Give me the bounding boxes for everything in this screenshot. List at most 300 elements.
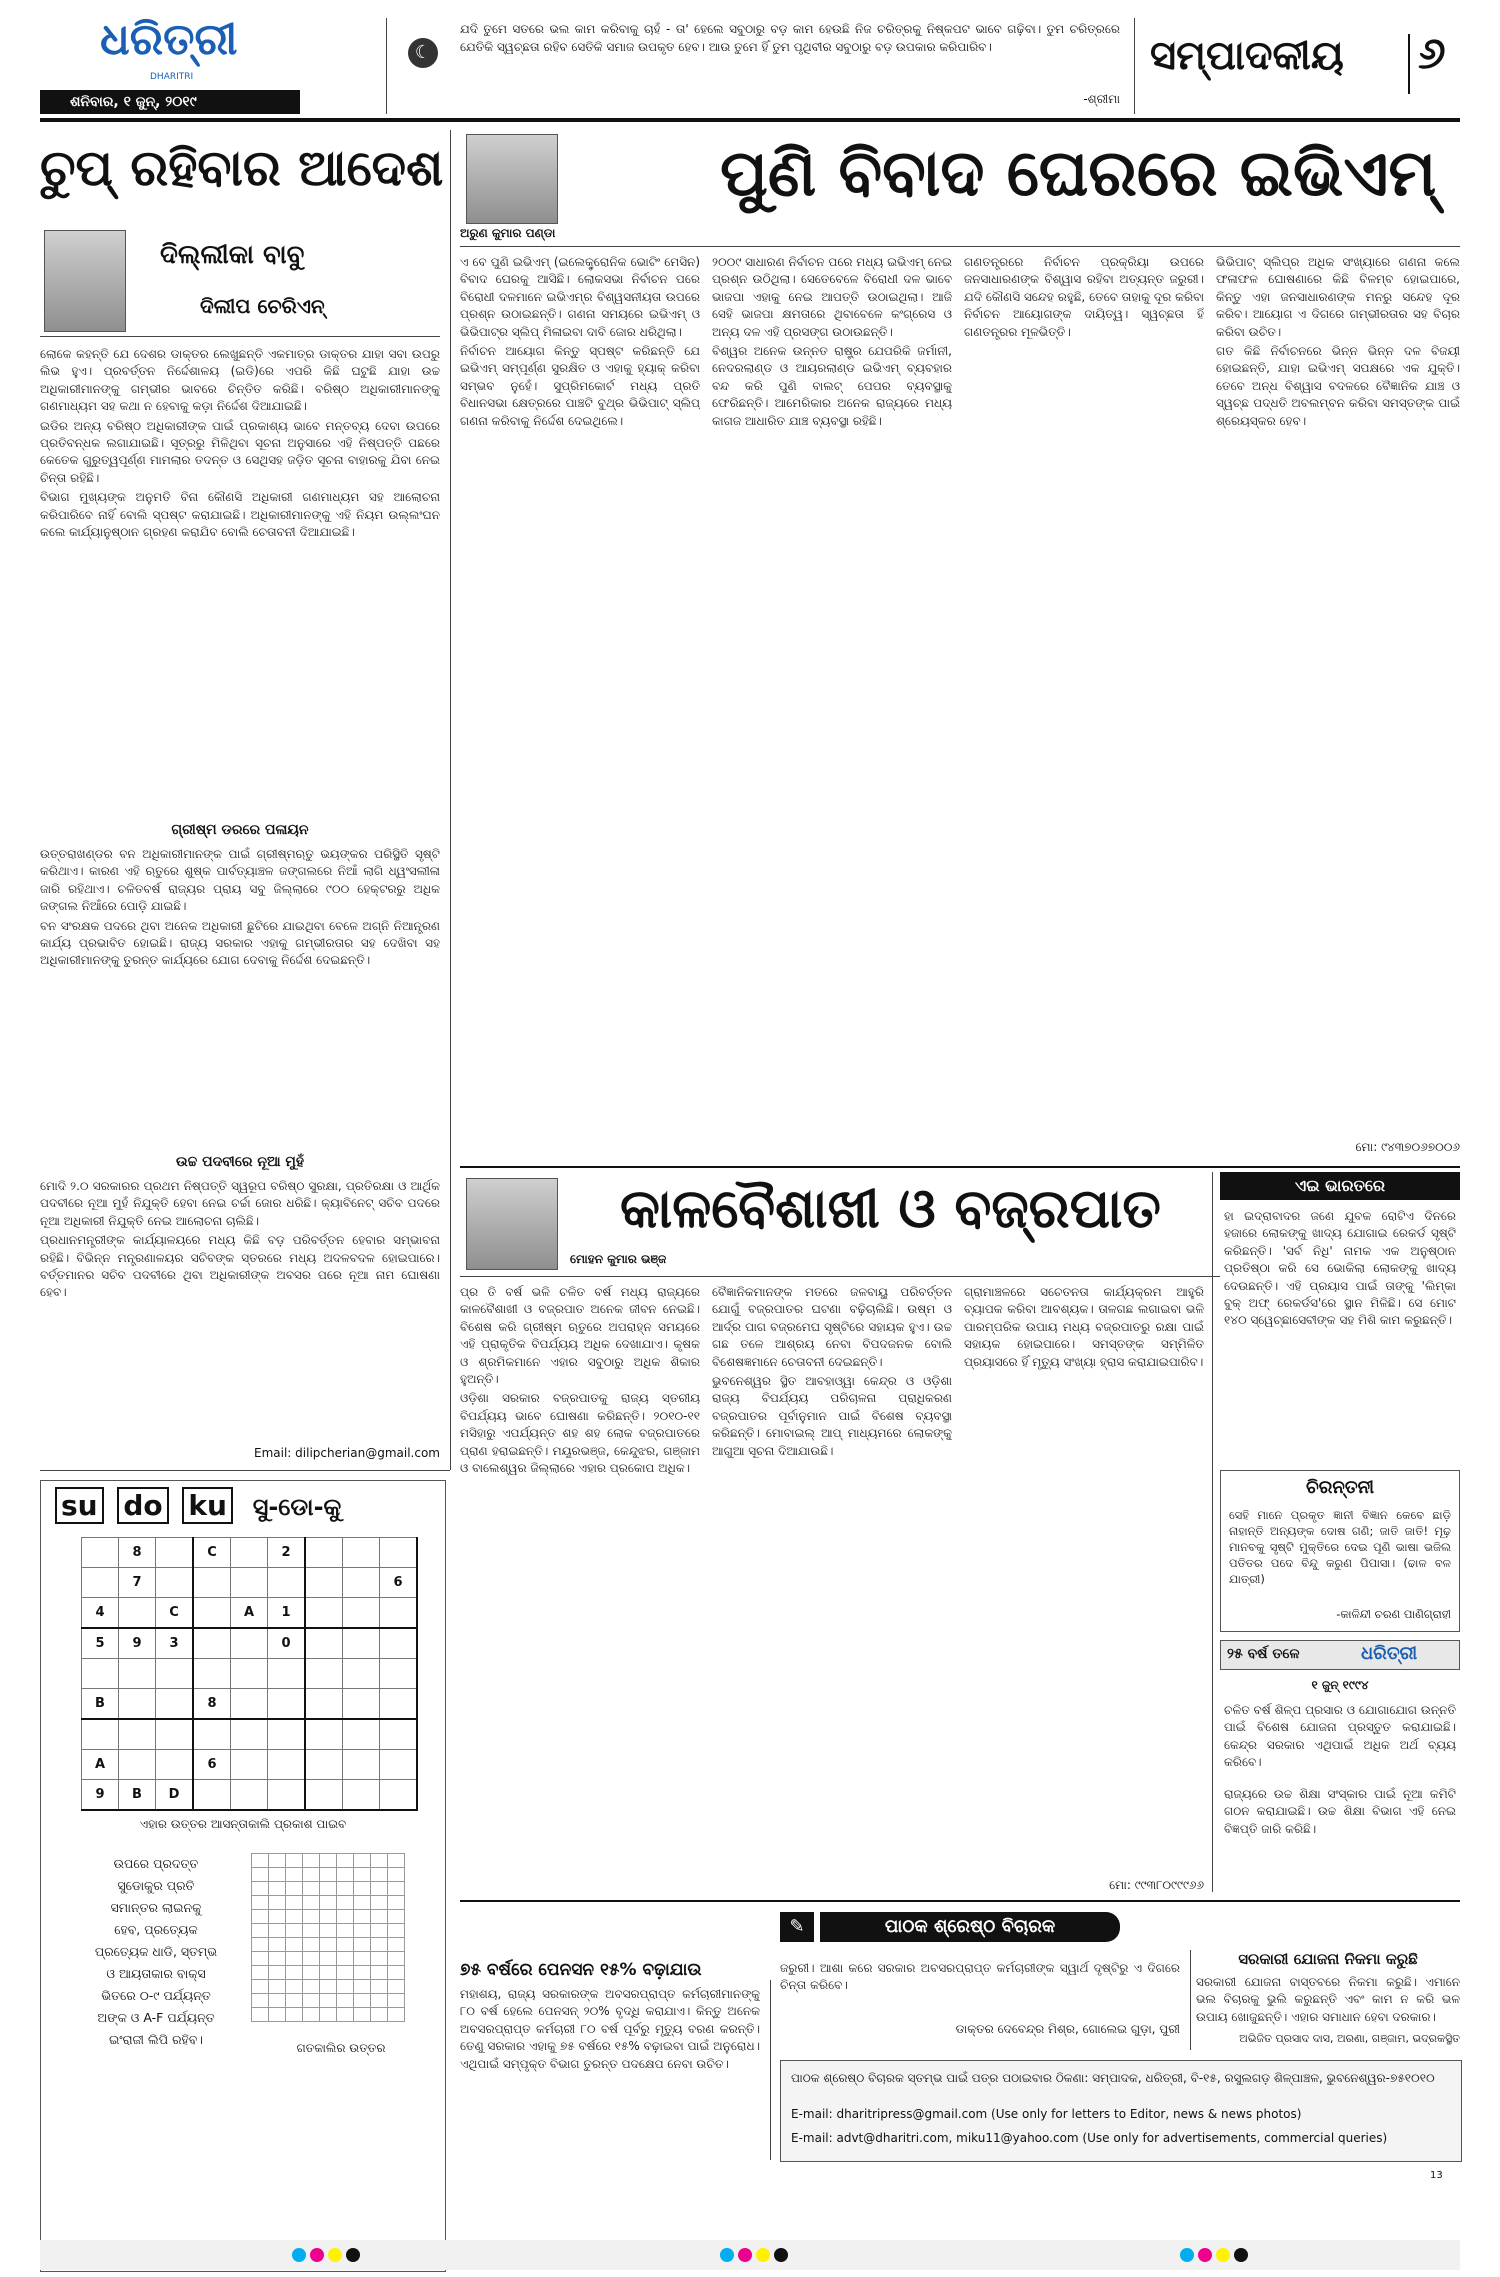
sudoku-row	[82, 1598, 418, 1629]
solution-cell	[286, 1966, 303, 1980]
sudoku-cell	[231, 1780, 268, 1811]
sudoku-cell	[305, 1628, 343, 1659]
sudoku-row	[82, 1689, 418, 1720]
article2-para: ଗତ କିଛି ନିର୍ବାଚନରେ ଭିନ୍ନ ଭିନ୍ନ ଦଳ ବିଜୟୀ ହୋଇଛନ୍ତି, ଯାହା ଇଭିଏମ୍ ସପକ୍ଷରେ ଏକ ଯୁକ୍ତି। ତେବେ ଅନ୍ଧ ବିଶ୍ୱାସ ବଦଳରେ ବୈଜ୍ଞାନିକ ଯାଞ୍ଚ ଓ ସ୍ୱଚ୍ଛ ପଦ୍ଧତି ଅବଲମ୍ବନ କରିବା ସମସ୍ତଙ୍କ ପାଇଁ ଶ୍ରେୟସ୍କର ହେବ।	[1216, 344, 1460, 428]
sudoku-cell	[193, 1628, 231, 1659]
article1-author: ଦିଲୀପ ଚେରିଏନ୍	[200, 294, 325, 318]
solution-cell	[337, 1910, 354, 1924]
solution-cell	[354, 1994, 371, 2008]
solution-cell	[303, 1882, 320, 1896]
quote-icon: ☾	[408, 38, 438, 68]
solution-cell	[252, 1882, 269, 1896]
sudoku-cell	[380, 1780, 418, 1811]
solution-cell	[303, 1854, 320, 1868]
sudoku-cell	[156, 1750, 194, 1780]
dateline: ଶନିବାର, ୧ ଜୁନ୍, ୨୦୧୯	[40, 90, 300, 114]
solution-cell	[269, 1854, 286, 1868]
solution-cell	[269, 1868, 286, 1882]
magenta-mark	[1198, 2248, 1212, 2262]
article2-col-1	[460, 254, 700, 1162]
sudoku-cell	[193, 1780, 231, 1811]
black-mark	[774, 2248, 788, 2262]
article3-para: ପ୍ର ତି ବର୍ଷ ଭଳି ଚଳିତ ବର୍ଷ ମଧ୍ୟ ରାଜ୍ୟରେ କାଳବୈଶାଖୀ ଓ ବଜ୍ରପାତ ଅନେକ ଜୀବନ ନେଇଛି। ବିଶେଷ କରି ଗ୍ରୀଷ୍ମ ଋତୁରେ ଅପରାହ୍ନ ସମୟରେ ଏହି ପ୍ରାକୃତିକ ବିପର୍ଯ୍ୟୟ ଅଧିକ ଦେଖାଯାଏ। କୃଷକ ଓ ଶ୍ରମିକମାନେ ଏହାର ସବୁଠାରୁ ଅଧିକ ଶିକାର ହୁଅନ୍ତି।	[460, 1285, 700, 1387]
page-number: ୬	[1418, 28, 1446, 79]
solution-cell	[388, 1952, 405, 1966]
article3-author: ମୋହନ କୁମାର ଭଞ୍ଜ	[570, 1252, 667, 1266]
solution-row	[252, 1952, 405, 1966]
sudoku-note: ଏହାର ଉତ୍ତର ଆସନ୍ତାକାଲି ପ୍ରକାଶ ପାଇବ	[139, 1817, 347, 1831]
sudoku-cell	[343, 1750, 380, 1780]
sudoku-cell	[119, 1750, 156, 1780]
solution-cell	[269, 1924, 286, 1938]
article3-col-3	[964, 1284, 1204, 1874]
years25-label: ୨୫ ବର୍ଷ ତଳେ	[1227, 1646, 1300, 1662]
article2-para: ଏ ବେ ପୁଣି ଇଭିଏମ୍ (ଇଲେକ୍ଟ୍ରୋନିକ ଭୋଟିଂ ମେସିନ) ବିବାଦ ଘେରକୁ ଆସିଛି। ଲୋକସଭା ନିର୍ବାଚନ ପରେ ବିରୋଧୀ ଦଳମାନେ ଇଭିଏମ୍‌ର ବିଶ୍ୱସନୀୟତା ଉପରେ ପ୍ରଶ୍ନ ଉଠାଇଛନ୍ତି। ଗଣନା ସମୟରେ ଇଭିଏମ୍ ଓ ଭିଭିପାଟ୍‌ର ସ୍ଲିପ୍ ମିଳାଇବା ଦାବି ଜୋର ଧରିଥିଲା।	[460, 255, 700, 339]
solution-cell	[337, 1994, 354, 2008]
magenta-mark	[738, 2248, 752, 2262]
masthead	[40, 14, 1460, 122]
solution-cell	[354, 1868, 371, 1882]
solution-cell	[286, 1994, 303, 2008]
sudoku-cell	[119, 1659, 156, 1689]
sudoku-cell: C	[193, 1538, 231, 1568]
author-photo-mohan	[466, 1178, 558, 1270]
article3-para: ବୈଜ୍ଞାନିକମାନଙ୍କ ମତରେ ଜଳବାୟୁ ପରିବର୍ତ୍ତନ ଯୋଗୁଁ ବଜ୍ରପାତର ଘଟଣା ବଢ଼ିଚାଲିଛି। ଉଷ୍ମ ଓ ଆର୍ଦ୍ର ପାଗ ବଜ୍ରମେଘ ସୃଷ୍ଟିରେ ସହାୟକ ହୁଏ। ଉଚ୍ଚ ଗଛ ତଳେ ଆଶ୍ରୟ ନେବା ବିପଦଜନକ ବୋଲି ବିଶେଷଜ୍ଞମାନେ ଚେତାବନୀ ଦେଇଛନ୍ତି।	[712, 1285, 952, 1369]
years25-paper: ଧରିତ୍ରୀ	[1361, 1643, 1418, 1664]
solution-cell	[269, 1980, 286, 1994]
sudoku-cell	[268, 1568, 306, 1598]
solution-cell	[337, 1854, 354, 1868]
yellow-mark	[1216, 2248, 1230, 2262]
solution-row	[252, 2008, 405, 2022]
solution-cell	[371, 1882, 388, 1896]
sudoku-cell	[305, 1719, 343, 1750]
solution-cell	[269, 1966, 286, 1980]
sudoku-cell	[193, 1568, 231, 1598]
solution-cell	[388, 1882, 405, 1896]
article1-body-3	[40, 1178, 440, 1438]
sudoku-title-part: su	[55, 1487, 104, 1524]
sudoku-cell	[82, 1538, 119, 1568]
sudoku-cell	[305, 1659, 343, 1689]
sudoku-row	[82, 1538, 418, 1568]
sudoku-cell: 7	[119, 1568, 156, 1598]
sudoku-cell	[119, 1689, 156, 1720]
sudoku-cell	[156, 1689, 194, 1720]
solution-cell	[337, 1966, 354, 1980]
letter3-body: ସରକାରୀ ଯୋଜନା ବାସ୍ତବରେ ନିକମା କରୁଛି। ଏମାନେ ଭଲ ବିଚାରକୁ ଭୁଲି କରୁଛନ୍ତି ଏବଂ କାମ ନ କରି ଭଳ ଉପାୟ ଖୋଜୁଛନ୍ତି। ଏହାର ସମାଧାନ ହେବା ଦରକାର।	[1196, 1975, 1460, 2024]
sudoku-cell	[231, 1750, 268, 1780]
solution-cell	[354, 1938, 371, 1952]
sudoku-cell: 9	[119, 1628, 156, 1659]
sudoku-rule-line: ଇଂରାଜୀ ଲିପି ରହିବ।	[109, 2032, 203, 2047]
solution-cell	[269, 1896, 286, 1910]
article1-subhead-2: ଉଚ୍ଚ ପଦବୀରେ ନୂଆ ମୁହଁ	[175, 1154, 305, 1170]
article2-para: ଗଣତନ୍ତ୍ରରେ ନିର୍ବାଚନ ପ୍ରକ୍ରିୟା ଉପରେ ଜନସାଧାରଣଙ୍କ ବିଶ୍ୱାସ ରହିବା ଅତ୍ୟନ୍ତ ଜରୁରୀ। ଯଦି କୌଣସି ସନ୍ଦେହ ରହୁଛି, ତେବେ ତାହାକୁ ଦୂର କରିବା ନିର୍ବାଚନ ଆୟୋଗଙ୍କ ଦାୟିତ୍ୱ। ସ୍ୱଚ୍ଛତା ହିଁ ଗଣତନ୍ତ୍ରର ମୂଳଭିତ୍ତି।	[964, 255, 1204, 339]
solution-cell	[320, 1938, 337, 1952]
years25-item-2: ରାଜ୍ୟରେ ଉଚ୍ଚ ଶିକ୍ଷା ସଂସ୍କାର ପାଇଁ ନୂଆ କମିଟି ଗଠନ କରାଯାଇଛି। ଉଚ୍ଚ ଶିକ୍ଷା ବିଭାଗ ଏହି ନେଇ ବିଜ୍ଞପ୍ତି ଜାରି କରିଛି।	[1224, 1787, 1456, 1836]
article1-para: ପ୍ରଧାନମନ୍ତ୍ରୀଙ୍କ କାର୍ଯ୍ୟାଳୟରେ ମଧ୍ୟ କିଛି ବଡ଼ ପରିବର୍ତ୍ତନ ହେବାର ସମ୍ଭାବନା ରହିଛି। ବିଭିନ୍ନ ମନ୍ତ୍ରଣାଳୟର ସଚିବଙ୍କ ସ୍ତରରେ ମଧ୍ୟ ଅଦଳବଦଳ ହୋଇପାରେ। ବର୍ତ୍ତମାନର ସଚିବ ପଦବୀରେ ଥିବା ଅଧିକାରୀଙ୍କ ଅବସର ପରେ ନୂଆ ନାମ ଘୋଷଣା ହେବ।	[40, 1233, 440, 1300]
article3-para: ଓଡ଼ିଶା ସରକାର ବଜ୍ରପାତକୁ ରାଜ୍ୟ ସ୍ତରୀୟ ବିପର୍ଯ୍ୟୟ ଭାବେ ଘୋଷଣା କରିଛନ୍ତି। ୨୦୧୦-୧୧ ମସିହାରୁ ଏପର୍ଯ୍ୟନ୍ତ ଶହ ଶହ ଲୋକ ବଜ୍ରପାତରେ ପ୍ରାଣ ହରାଇଛନ୍ତି। ମୟୂରଭଞ୍ଜ, କେନ୍ଦୁଝର, ଗଞ୍ଜାମ ଓ ବାଲେଶ୍ୱର ଜିଲ୍ଲାରେ ଏହାର ପ୍ରକୋପ ଅଧିକ।	[460, 1391, 700, 1476]
solution-cell	[303, 1994, 320, 2008]
sudoku-row	[82, 1628, 418, 1659]
sudoku-cell	[305, 1689, 343, 1720]
sudoku-row	[82, 1750, 418, 1780]
solution-cell	[286, 1924, 303, 1938]
solution-cell	[337, 1868, 354, 1882]
solution-cell	[371, 1952, 388, 1966]
letter2-body: ଜରୁରୀ। ଆଶା କରେ ସରକାର ଅବସରପ୍ରାପ୍ତ କର୍ମଚାରୀଙ୍କ ସ୍ୱାର୍ଥ ଦୃଷ୍ଟିରୁ ଏ ଦିଗରେ ଚିନ୍ତା କରିବେ।	[780, 1961, 1180, 1993]
solution-cell	[320, 1966, 337, 1980]
sudoku-rule-line: ହେବ, ପ୍ରତ୍ୟେକ	[114, 1922, 198, 1937]
solution-row	[252, 1980, 405, 1994]
sudoku-cell: 0	[268, 1628, 306, 1659]
solution-cell	[303, 1966, 320, 1980]
solution-cell	[252, 1980, 269, 1994]
sudoku-cell	[156, 1538, 194, 1568]
years25-box	[1220, 1640, 1460, 1880]
section-title: ସମ୍ପାଦକୀୟ	[1150, 32, 1344, 79]
column-name: ଦିଲ୍ଲୀକା ବାବୁ	[160, 240, 305, 270]
solution-cell	[371, 1910, 388, 1924]
article3-para: ଗ୍ରାମାଞ୍ଚଳରେ ସଚେତନତା କାର୍ଯ୍ୟକ୍ରମ ଆହୁରି ବ୍ୟାପକ କରିବା ଆବଶ୍ୟକ। ତାଳଗଛ ଲଗାଇବା ଭଳି ପାରମ୍ପରିକ ଉପାୟ ମଧ୍ୟ ବଜ୍ରପାତରୁ ରକ୍ଷା ପାଇଁ ସହାୟକ ହୋଇପାରେ। ସମସ୍ତଙ୍କ ସମ୍ମିଳିତ ପ୍ରୟାସରେ ହିଁ ମୃତ୍ୟୁ ସଂଖ୍ୟା ହ୍ରାସ କରାଯାଇପାରିବ।	[964, 1285, 1204, 1369]
sudoku-cell	[193, 1719, 231, 1750]
sudoku-cell	[268, 1689, 306, 1720]
solution-cell	[320, 1910, 337, 1924]
solution-cell	[286, 1952, 303, 1966]
sudoku-rule-line: ସୁଡୋକୁର ପ୍ରତି	[117, 1878, 195, 1893]
sudoku-cell	[119, 1719, 156, 1750]
sudoku-cell	[380, 1689, 418, 1720]
sudoku-cell	[380, 1719, 418, 1750]
sudoku-cell	[305, 1780, 343, 1811]
pathak-footer-box	[780, 2060, 1462, 2162]
solution-cell	[354, 1966, 371, 1980]
solution-cell	[252, 1868, 269, 1882]
dharitri-logo: ଧରିତ୍ରୀ	[100, 14, 238, 65]
solution-cell	[320, 1896, 337, 1910]
magenta-mark	[310, 2248, 324, 2262]
chirantani-title: ଚିରନ୍ତନୀ	[1305, 1477, 1374, 1498]
solution-cell	[269, 2008, 286, 2022]
solution-cell	[320, 1868, 337, 1882]
sudoku-cell	[343, 1628, 380, 1659]
solution-cell	[286, 1980, 303, 1994]
sudoku-row	[82, 1780, 418, 1811]
article1-para: ଲୋକେ କହନ୍ତି ଯେ ଦେଶର ଡାକ୍ତର ଲେଖୁଛନ୍ତି ଏକମାତ୍ର ଡାକ୍ତର ଯାହା ସବା ଉପରୁ ଲିଭ ହୁଏ। ପ୍ରବର୍ତ୍ତନ ନିର୍ଦ୍ଦେଶାଳୟ (ଇଡି)ରେ ଏପରି କିଛି ଘଟୁଛି ଯାହା ଉଚ୍ଚ ଅଧିକାରୀମାନଙ୍କୁ ଗମ୍ଭୀର ଭାବରେ ଚିନ୍ତିତ କରିଛି। ବରିଷ୍ଠ ଅଧିକାରୀମାନଙ୍କୁ ଗଣମାଧ୍ୟମ ସହ କଥା ନ ହେବାକୁ କଡ଼ା ନିର୍ଦ୍ଦେଶ ଦିଆଯାଇଛି।	[40, 347, 440, 414]
solution-cell	[286, 1896, 303, 1910]
author-photo-dilip	[44, 230, 126, 332]
solution-cell	[286, 1854, 303, 1868]
solution-cell	[252, 1924, 269, 1938]
sudoku-row	[82, 1568, 418, 1598]
sudoku-cell: B	[119, 1780, 156, 1811]
folio: 13	[1430, 2170, 1443, 2181]
solution-cell	[320, 1980, 337, 1994]
sudoku-row	[82, 1659, 418, 1689]
solution-cell	[354, 1924, 371, 1938]
letter1-body: ମହାଶୟ, ରାଜ୍ୟ ସରକାରଙ୍କ ଅବସରପ୍ରାପ୍ତ କର୍ମଚାରୀମାନଙ୍କୁ ୮୦ ବର୍ଷ ହେଲେ ପେନସନ୍ ୨୦% ବୃଦ୍ଧି କରାଯାଏ। କିନ୍ତୁ ଅନେକ ଅବସରପ୍ରାପ୍ତ କର୍ମଚାରୀ ୮୦ ବର୍ଷ ପୂର୍ବରୁ ମୃତ୍ୟୁ ବରଣ କରନ୍ତି। ତେଣୁ ସରକାର ଏହାକୁ ୭୫ ବର୍ଷରେ ୧୫% ବଢ଼ାଇବା ପାଇଁ ଅନୁରୋଧ। ଏଥିପାଇଁ ସମ୍ପୃକ୍ତ ବିଭାଗ ତୁରନ୍ତ ପଦକ୍ଷେପ ନେବା ଉଚିତ।	[460, 1987, 760, 2071]
article1-para: ଇଡିର ଅନ୍ୟ ବରିଷ୍ଠ ଅଧିକାରୀଙ୍କ ପାଇଁ ପ୍ରକାଶ୍ୟ ଭାବେ ମନ୍ତବ୍ୟ ଦେବା ଉପରେ ପ୍ରତିବନ୍ଧକ ଲଗାଯାଇଛି। ସୂତ୍ରରୁ ମିଳିଥିବା ସୂଚନା ଅନୁସାରେ ଏହି ନିଷ୍ପତ୍ତି ପଛରେ କେତେକ ଗୁରୁତ୍ୱପୂର୍ଣ୍ଣ ମାମଲାର ତଦନ୍ତ ଓ ସେଥିସହ ଜଡ଼ିତ ସୂଚନା ବାହାରକୁ ଯିବା ନେଇ ଚିନ୍ତା ରହିଛି।	[40, 418, 440, 485]
sudoku-cell	[119, 1598, 156, 1629]
sudoku-cell: 9	[82, 1780, 119, 1811]
sudoku-cell	[343, 1689, 380, 1720]
sudoku-panel	[40, 1480, 446, 2272]
solution-cell	[371, 1854, 388, 1868]
chirantani-box	[1220, 1470, 1460, 1632]
author-photo-arun	[466, 134, 558, 224]
sudoku-cell	[231, 1538, 268, 1568]
solution-cell	[303, 1980, 320, 1994]
solution-cell	[371, 2008, 388, 2022]
sudoku-cell	[380, 1750, 418, 1780]
solution-cell	[303, 1952, 320, 1966]
solution-cell	[303, 1896, 320, 1910]
sudoku-cell: 3	[156, 1628, 194, 1659]
sudoku-solution	[251, 1853, 405, 2022]
article2-para: ଭିଭିପାଟ୍ ସ୍ଲିପ୍‌ର ଅଧିକ ସଂଖ୍ୟାରେ ଗଣନା କଲେ ଫଳାଫଳ ଘୋଷଣାରେ କିଛି ବିଳମ୍ବ ହୋଇପାରେ, କିନ୍ତୁ ଏହା ଜନସାଧାରଣଙ୍କ ମନରୁ ସନ୍ଦେହ ଦୂର କରିବ। ଆୟୋଗ ଏ ଦିଗରେ ଗମ୍ଭୀରତାର ସହ ବିଚାର କରିବା ଉଚିତ।	[1216, 255, 1460, 339]
years25-item-1: ଚଳିତ ବର୍ଷ ଶିଳ୍ପ ପ୍ରସାର ଓ ଯୋଗାଯୋଗ ଉନ୍ନତି ପାଇଁ ବିଶେଷ ଯୋଜନା ପ୍ରସ୍ତୁତ କରାଯାଇଛି। କେନ୍ଦ୍ର ସରକାର ଏଥିପାଇଁ ଅଧିକ ଅର୍ଥ ବ୍ୟୟ କରିବେ।	[1224, 1703, 1456, 1770]
article2-para: ନିର୍ବାଚନ ଆୟୋଗ କିନ୍ତୁ ସ୍ପଷ୍ଟ କରିଛନ୍ତି ଯେ ଇଭିଏମ୍ ସମ୍ପୂର୍ଣ୍ଣ ସୁରକ୍ଷିତ ଓ ଏହାକୁ ହ୍ୟାକ୍ କରିବା ସମ୍ଭବ ନୁହେଁ। ସୁପ୍ରିମକୋର୍ଟ ମଧ୍ୟ ପ୍ରତି ବିଧାନସଭା କ୍ଷେତ୍ରରେ ପାଞ୍ଚଟି ବୁଥ୍‌ର ଭିଭିପାଟ୍ ସ୍ଲିପ୍ ଗଣନା କରିବାକୁ ନିର୍ଦ୍ଦେଶ ଦେଇଥିଲେ।	[460, 344, 700, 428]
sudoku-cell	[305, 1750, 343, 1780]
sudoku-cell: 8	[193, 1689, 231, 1720]
years25-date: ୧ ଜୁନ୍ ୧୯୯୪	[1311, 1678, 1369, 1692]
pathak-email-editor: E-mail: dharitripress@gmail.com (Use only for letters to Editor, news & news photos)	[791, 2107, 1302, 2121]
sudoku-cell	[82, 1659, 119, 1689]
solution-row	[252, 1896, 405, 1910]
solution-row	[252, 1868, 405, 1882]
solution-cell	[388, 1938, 405, 1952]
solution-cell	[388, 1994, 405, 2008]
sudoku-cell	[343, 1598, 380, 1629]
article1-headline: ଚୁପ୍ ରହିବାର ଆଦେଶ	[40, 138, 444, 197]
sudoku-title-part: ku	[182, 1487, 233, 1524]
solution-cell	[252, 1994, 269, 2008]
article1-email: Email: dilipcherian@gmail.com	[254, 1446, 440, 1460]
sudoku-grid	[81, 1537, 418, 1811]
solution-row	[252, 1882, 405, 1896]
article2-contact: ମୋ: ୯୪୩୭୦୬୭୦୦୬	[1355, 1140, 1460, 1154]
article2-col-2	[712, 254, 952, 1162]
solution-cell	[320, 1994, 337, 2008]
solution-cell	[354, 1980, 371, 1994]
article2-para: ବିଶ୍ୱର ଅନେକ ଉନ୍ନତ ରାଷ୍ଟ୍ର ଯେପରିକି ଜର୍ମାନୀ, ନେଦରଲାଣ୍ଡ ଓ ଆୟରଲାଣ୍ଡ ଇଭିଏମ୍ ବ୍ୟବହାର ବନ୍ଦ କରି ପୁଣି ବାଲଟ୍ ପେପର ବ୍ୟବସ୍ଥାକୁ ଫେରିଛନ୍ତି। ଆମେରିକାର ଅନେକ ରାଜ୍ୟରେ ମଧ୍ୟ କାଗଜ ଆଧାରିତ ଯାଞ୍ଚ ବ୍ୟବସ୍ଥା ରହିଛି।	[712, 344, 952, 428]
solution-cell	[371, 1966, 388, 1980]
article2-author: ଅରୁଣ କୁମାର ପଣ୍ଡା	[460, 226, 556, 240]
solution-cell	[252, 1952, 269, 1966]
sudoku-solution-table	[251, 1853, 405, 2022]
sudoku-cell: 6	[380, 1568, 418, 1598]
solution-cell	[252, 1896, 269, 1910]
sudoku-cell	[305, 1598, 343, 1629]
solution-cell	[388, 1980, 405, 1994]
logo-sub: DHARITRI	[150, 72, 194, 82]
sudoku-cell	[156, 1568, 194, 1598]
sudoku-cell	[380, 1628, 418, 1659]
solution-cell	[371, 1896, 388, 1910]
solution-row	[252, 1966, 405, 1980]
sudoku-cell	[231, 1568, 268, 1598]
cyan-mark	[720, 2248, 734, 2262]
sudoku-cell	[380, 1598, 418, 1629]
sudoku-cell	[82, 1568, 119, 1598]
sudoku-title-part: do	[117, 1487, 168, 1524]
pathak-email-advt: E-mail: advt@dharitri.com, miku11@yahoo.com (Use only for advertisements, commercial queries)	[791, 2131, 1388, 2145]
article1-body	[40, 346, 440, 814]
solution-cell	[320, 1882, 337, 1896]
pathak-address: ପାଠକ ଶ୍ରେଷ୍ଠ ବିଚାରକ ସ୍ତମ୍ଭ ପାଇଁ ପତ୍ର ପଠାଇବାର ଠିକଣା: ସମ୍ପାଦକ, ଧରିତ୍ରୀ, ବି-୧୫, ରସୁଲଗଡ଼ ଶିଳ୍ପାଞ୍ଚଳ, ଭୁବନେଶ୍ୱର-୭୫୧୦୧୦	[791, 2071, 1435, 2085]
sudoku-cell	[343, 1780, 380, 1811]
solution-cell	[303, 1938, 320, 1952]
ei-bharatare-title: ଏଇ ଭାରତରେ	[1220, 1172, 1460, 1200]
article3-headline: କାଳବୈଶାଖୀ ଓ ବଜ୍ରପାତ	[620, 1176, 1161, 1240]
solution-cell	[252, 2008, 269, 2022]
solution-cell	[371, 1868, 388, 1882]
sudoku-cell	[231, 1719, 268, 1750]
article3-col-1	[460, 1284, 700, 1884]
solution-cell	[388, 2008, 405, 2022]
article2-headline: ପୁଣି ବିବାଦ ଘେରରେ ଇଭିଏମ୍	[720, 136, 1437, 211]
solution-row	[252, 1938, 405, 1952]
sudoku-cell	[268, 1659, 306, 1689]
sudoku-cell: 4	[82, 1598, 119, 1629]
solution-cell	[303, 1868, 320, 1882]
sudoku-rule-line: ପ୍ରତ୍ୟେକ ଧାଡି, ସ୍ତମ୍ଭ	[94, 1944, 218, 1959]
solution-row	[252, 1994, 405, 2008]
solution-cell	[337, 1896, 354, 1910]
cyan-mark	[1180, 2248, 1194, 2262]
sudoku-cell	[343, 1568, 380, 1598]
sudoku-cell: D	[156, 1780, 194, 1811]
sudoku-cell: A	[82, 1750, 119, 1780]
solution-cell	[269, 1952, 286, 1966]
sudoku-rule-line: ଓ ଆୟତାକାର ବାକ୍ସ	[106, 1966, 206, 1981]
chirantani-author: -କାଳିନ୍ଦୀ ଚରଣ ପାଣିଗ୍ରାହୀ	[1336, 1607, 1451, 1621]
article1-para: ବିଭାଗ ମୁଖ୍ୟଙ୍କ ଅନୁମତି ବିନା କୌଣସି ଅଧିକାରୀ ଗଣମାଧ୍ୟମ ସହ ଆଲୋଚନା କରିପାରିବେ ନାହିଁ ବୋଲି ସ୍ପଷ୍ଟ କରାଯାଇଛି। ଅଧିକାରୀମାନଙ୍କୁ ଏହି ନିୟମ ଉଲ୍ଲଂଘନ କଲେ କାର୍ଯ୍ୟାନୁଷ୍ଠାନ ଗ୍ରହଣ କରାଯିବ ବୋଲି ଚେତାବନୀ ଦିଆଯାଇଛି।	[40, 490, 440, 540]
sudoku-title-odia: ସୁ-ଡୋ-କୁ	[252, 1493, 342, 1521]
solution-cell	[252, 1938, 269, 1952]
ei-bharatare-box	[1220, 1172, 1460, 1462]
solution-cell	[354, 1854, 371, 1868]
sudoku-rule-line: ସମାନ୍ତର ଲାଇନକୁ	[110, 1900, 202, 1915]
sudoku-cell: B	[82, 1689, 119, 1720]
solution-cell	[252, 1910, 269, 1924]
solution-cell	[388, 1910, 405, 1924]
sudoku-cell	[231, 1628, 268, 1659]
chirantani-body: ସେହି ମାନେ ପ୍ରକୃତ ଜ୍ଞାନୀ ବିଜ୍ଞାନ କେବେ ଛାଡ଼ି ନାହାନ୍ତି ଅନ୍ୟଙ୍କ ଦୋଷ ଗଣି; ଜାତି ଜାତି! ମୂଢ଼ ମାନବକୁ ସୃଷ୍ଟି ମୁକ୍ତିରେ ଦେଇ ପୂଣି ଭାଷା ଭଜିଲ ପତିତର ପଦେ ବିନ୍ଦୁ କରୁଣ ପିପାସା। (ଢାଳ ବଳ ଯାତ୍ରୀ)	[1229, 1508, 1451, 1586]
sudoku-cell	[268, 1750, 306, 1780]
pathak-title: ପାଠକ ଶ୍ରେଷ୍ଠ ବିଚାରକ	[820, 1912, 1120, 1942]
solution-cell	[388, 1966, 405, 1980]
sudoku-cell: C	[156, 1598, 194, 1629]
sudoku-cell: 1	[268, 1598, 306, 1629]
letter3-author: ଅଭିଜିତ ପ୍ରସାଦ ଦାସ, ଅରଣା, ଗଞ୍ଜାମ, ଭଦ୍ରକସ୍ଥିତ	[1239, 2032, 1460, 2045]
solution-cell	[354, 2008, 371, 2022]
solution-cell	[337, 2008, 354, 2022]
pathak-icon: ✎	[780, 1912, 814, 1942]
yellow-mark	[756, 2248, 770, 2262]
article3-contact: ମୋ: ୯୯୩୮୦୯୯୯୬୬	[1109, 1878, 1204, 1892]
solution-cell	[252, 1966, 269, 1980]
solution-cell	[269, 1910, 286, 1924]
sudoku-title	[55, 1489, 341, 1523]
ei-bharatare-body: ହା ଇଦ୍ରାବାଦର ଜଣେ ଯୁବକ ରୋଟିଏ ଦିନରେ ହଜାରେ ଲୋକଙ୍କୁ ଖାଦ୍ୟ ଯୋଗାଇ ରେକର୍ଡ ସୃଷ୍ଟି କରିଛନ୍ତି। 'ସର୍ବ ନିଧି' ନାମକ ଏକ ଅନୁଷ୍ଠାନ ପ୍ରତିଷ୍ଠା କରି ସେ ଭୋକିଲା ଲୋକଙ୍କୁ ଖାଦ୍ୟ ଦେଉଛନ୍ତି। ଏହି ପ୍ରୟାସ ପାଇଁ ତାଙ୍କୁ 'ଲିମ୍କା ବୁକ୍ ଅଫ୍ ରେକର୍ଡସ'ରେ ସ୍ଥାନ ମିଳିଛି। ସେ ମୋଟ ୧୪୦ ସ୍ୱେଚ୍ଛାସେବୀଙ୍କ ସହ ମିଶି କାମ କରୁଛନ୍ତି।	[1224, 1209, 1456, 1328]
cyan-mark	[292, 2248, 306, 2262]
article1-body-2	[40, 846, 440, 1142]
sudoku-cell: 8	[119, 1538, 156, 1568]
sudoku-solution-label: ଗତକାଲିର ଉତ୍ତର	[296, 2041, 386, 2055]
solution-cell	[354, 1910, 371, 1924]
article3-title	[620, 1176, 1220, 1266]
solution-cell	[303, 2008, 320, 2022]
solution-cell	[337, 1924, 354, 1938]
sudoku-cell	[156, 1659, 194, 1689]
solution-cell	[371, 1924, 388, 1938]
sudoku-cell: 5	[82, 1628, 119, 1659]
solution-cell	[286, 1882, 303, 1896]
solution-cell	[320, 1924, 337, 1938]
sudoku-cell: 6	[193, 1750, 231, 1780]
sudoku-cell	[231, 1689, 268, 1720]
sudoku-rule-line: ଭିତରେ ୦-୯ ପର୍ଯ୍ୟନ୍ତ	[101, 1988, 211, 2003]
article2-para: ୨୦୦୯ ସାଧାରଣ ନିର୍ବାଚନ ପରେ ମଧ୍ୟ ଇଭିଏମ୍ ନେଇ ପ୍ରଶ୍ନ ଉଠିଥିଲା। ସେତେବେଳେ ବିରୋଧୀ ଦଳ ଭାବେ ଭାଜପା ଏହାକୁ ନେଇ ଆପତ୍ତି ଉଠାଇଥିଲା। ଆଜି ସେହି ଭାଜପା କ୍ଷମତାରେ ଥିବାବେଳେ କଂଗ୍ରେସ ଓ ଅନ୍ୟ ଦଳ ଏହି ପ୍ରସଙ୍ଗ ଉଠାଉଛନ୍ତି।	[712, 255, 952, 339]
solution-cell	[286, 1868, 303, 1882]
letter1-title: ୭୫ ବର୍ଷରେ ପେନସନ ୧୫% ବଢ଼ାଯାଉ	[460, 1960, 702, 1980]
article2-title	[720, 136, 1460, 236]
solution-cell	[320, 1854, 337, 1868]
sudoku-cell	[156, 1719, 194, 1750]
solution-cell	[388, 1924, 405, 1938]
solution-cell	[269, 1994, 286, 2008]
letter2-author: ଡାକ୍ତର ଦେବେନ୍ଦ୍ର ମିଶ୍ର, ଗୋଲେଇ ଗୁଡ଼ା, ପୁରୀ	[955, 2022, 1180, 2036]
sudoku-rule-line: ଉପରେ ପ୍ରଦତ୍ତ	[113, 1856, 199, 1871]
solution-cell	[286, 1910, 303, 1924]
solution-cell	[371, 1994, 388, 2008]
solution-cell	[269, 1938, 286, 1952]
solution-cell	[337, 1980, 354, 1994]
solution-cell	[388, 1854, 405, 1868]
solution-cell	[337, 1938, 354, 1952]
solution-cell	[337, 1952, 354, 1966]
sudoku-cell	[305, 1568, 343, 1598]
solution-cell	[320, 2008, 337, 2022]
sudoku-cell	[343, 1659, 380, 1689]
sudoku-cell: 2	[268, 1538, 306, 1568]
solution-cell	[269, 1882, 286, 1896]
article1-para: ବନ ସଂରକ୍ଷକ ପଦରେ ଥିବା ଅନେକ ଅଧିକାରୀ ଛୁଟିରେ ଯାଇଥିବା ବେଳେ ଅଗ୍ନି ନିଆନ୍ତ୍ରଣ କାର୍ଯ୍ୟ ପ୍ରଭାବିତ ହୋଇଛି। ରାଜ୍ୟ ସରକାର ଏହାକୁ ଗମ୍ଭୀରତାର ସହ ଦେଖିବା ସହ ଅଧିକାରୀମାନଙ୍କୁ ତୁରନ୍ତ କାର୍ଯ୍ୟରେ ଯୋଗ ଦେବାକୁ ନିର୍ଦ୍ଦେଶ ଦେଇଛନ୍ତି।	[40, 918, 440, 968]
sudoku-cell	[193, 1598, 231, 1629]
black-mark	[1234, 2248, 1248, 2262]
article1-subhead-1: ଗ୍ରୀଷ୍ମ ଡରରେ ପଳାୟନ	[171, 822, 309, 838]
sudoku-cell	[268, 1780, 306, 1811]
sudoku-cell	[231, 1659, 268, 1689]
article3-col-2	[712, 1284, 952, 1884]
sudoku-row	[82, 1719, 418, 1750]
article1-para: ମୋଦି ୨.୦ ସରକାରର ପ୍ରଥମ ନିଷ୍ପତ୍ତି ସ୍ୱରୂପ ବରିଷ୍ଠ ସୁରକ୍ଷା, ପ୍ରତିରକ୍ଷା ଓ ଆର୍ଥିକ ପଦବୀରେ ନୂଆ ମୁହଁ ନିଯୁକ୍ତି ହେବା ନେଇ ଚର୍ଚ୍ଚା ଜୋର ଧରିଛି। କ୍ୟାବିନେଟ୍ ସଚିବ ପଦରେ ନୂଆ ଅଧିକାରୀ ନିଯୁକ୍ତି ନେଇ ଆଲୋଚନା ଚାଲିଛି।	[40, 1179, 440, 1228]
solution-cell	[286, 1938, 303, 1952]
solution-cell	[354, 1952, 371, 1966]
masthead-quote: ଯଦି ତୁମେ ସତରେ ଭଲ କାମ କରିବାକୁ ଚାହଁ - ତା' ହେଲେ ସବୁଠାରୁ ବଡ଼ କାମ ହେଉଛି ନିଜ ଚରିତ୍ରକୁ ନିଷ୍କପଟ ଭାବେ ଗଢ଼ିବା। ତୁମ ଚରିତ୍ରରେ ଯେତିକି ସ୍ୱଚ୍ଛତା ରହିବ ସେତିକି ସମାଜ ଉପକୃତ ହେବ। ଆଉ ତୁମେ ହିଁ ତୁମ ପୃଥିବୀର ସବୁଠାରୁ ବଡ଼ ଉପକାର କରିପାରିବ।	[460, 22, 1120, 54]
sudoku-cell	[193, 1659, 231, 1689]
sudoku-cell	[380, 1538, 418, 1568]
solution-cell	[303, 1924, 320, 1938]
sudoku-cell	[380, 1659, 418, 1689]
article2-col-3	[964, 254, 1204, 1162]
solution-cell	[354, 1896, 371, 1910]
solution-row	[252, 1910, 405, 1924]
solution-cell	[388, 1868, 405, 1882]
black-mark	[346, 2248, 360, 2262]
